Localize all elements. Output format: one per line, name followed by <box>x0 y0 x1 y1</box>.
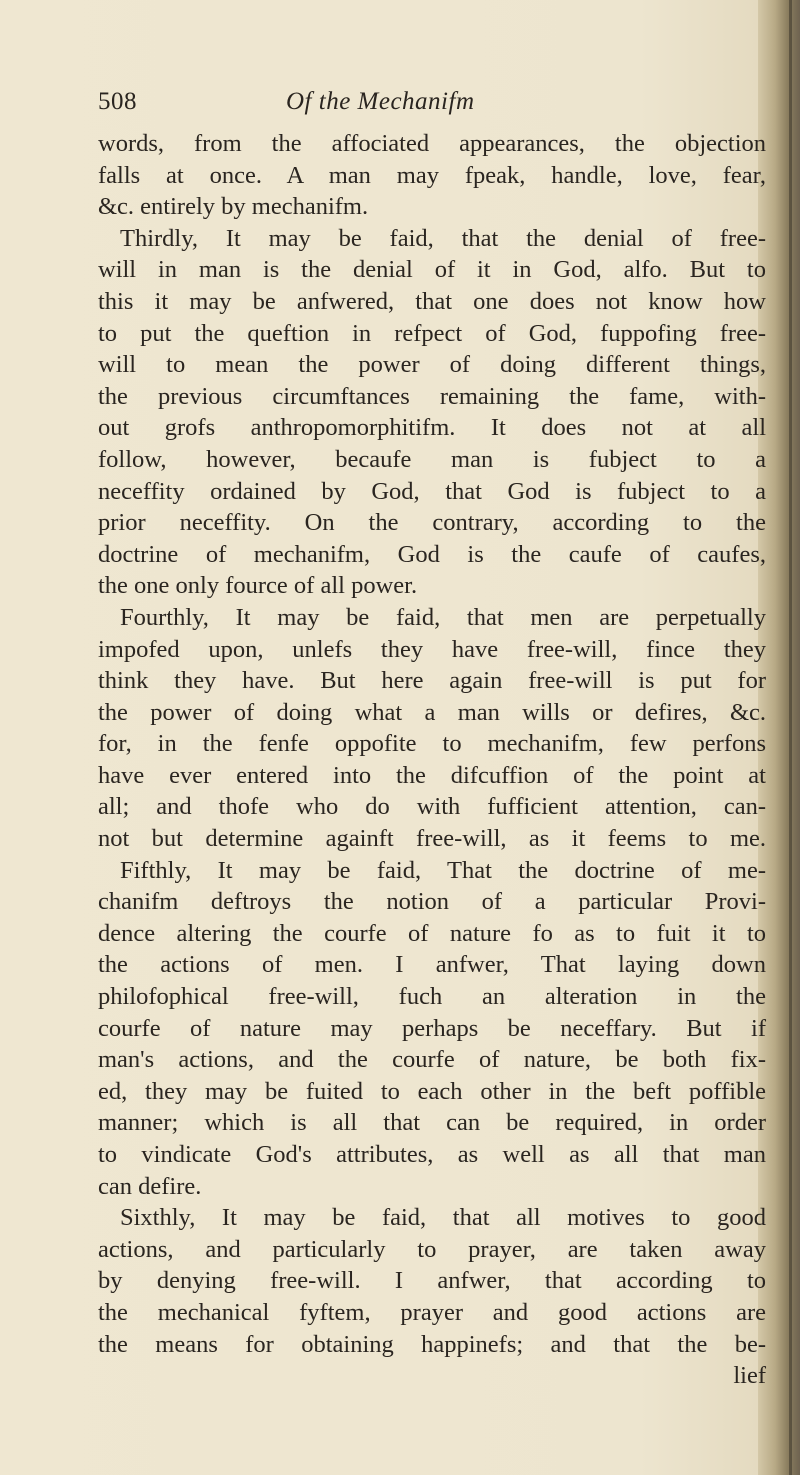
text-line: ed, they may be fuited to each other in the beft poffible <box>98 1077 766 1105</box>
text-line: prior neceffity. On the contrary, according to the <box>98 509 766 537</box>
text-line: chanifm deftroys the notion of a particular Provi- <box>98 888 766 916</box>
text-line: neceffity ordained by God, that God is fubject to a <box>98 477 766 505</box>
text-line: the one only fource of all power. <box>98 572 418 600</box>
text-line: Sixthly, It may be faid, that all motives to good <box>120 1204 766 1232</box>
text-line: to vindicate God's attributes, as well as all that man <box>98 1141 766 1168</box>
text-line: &c. entirely by mechanifm. <box>98 193 369 221</box>
text-line: courfe of nature may perhaps be neceffary. But if <box>98 1014 766 1042</box>
running-head: Of the Mechanifm <box>286 88 475 115</box>
text-line: doctrine of mechanifm, God is the caufe of caufes, <box>98 540 766 568</box>
text-line: Fourthly, It may be faid, that men are perpetually <box>120 603 766 631</box>
text-line: all; and thofe who do with fufficient attention, can- <box>98 793 766 821</box>
text-line: this it may be anfwered, that one does not know how <box>98 287 766 315</box>
text-line: falls at once. A man may fpeak, handle, love, fear, <box>98 161 766 189</box>
page-number: 508 <box>98 88 137 115</box>
text-line: for, in the fenfe oppofite to mechanifm, few perfons <box>98 730 766 758</box>
text-line: the actions of men. I anfwer, That laying down <box>98 951 766 979</box>
text-line: think they have. But here again free-will is put for <box>98 667 766 695</box>
text-line: can defire. <box>98 1172 202 1200</box>
text-line: out grofs anthropomorphitifm. It does not at all <box>98 414 766 442</box>
text-line: the previous circumftances remaining the fame, with- <box>98 382 766 410</box>
text-line: man's actions, and the courfe of nature, be both fix- <box>98 1046 766 1074</box>
text-line: to put the queftion in refpect of God, fuppofing free- <box>98 319 766 347</box>
text-line: impofed upon, unlefs they have free-will, fince they <box>98 635 766 663</box>
page-gutter-line <box>789 0 792 1475</box>
text-line: will in man is the denial of it in God, alfo. But to <box>98 256 766 284</box>
text-line: have ever entered into the difcuffion of the point at <box>98 761 766 789</box>
text-line: will to mean the power of doing different things, <box>98 351 766 379</box>
page-header <box>98 88 758 128</box>
text-line: by denying free-will. I anfwer, that according to <box>98 1267 766 1295</box>
text-line: Fifthly, It may be faid, That the doctrine of me- <box>120 856 766 884</box>
catchword: lief <box>733 1362 766 1390</box>
text-line: actions, and particularly to prayer, are taken away <box>98 1235 766 1263</box>
text-line: not but determine againft free-will, as it feems to me. <box>98 825 766 853</box>
text-line: follow, however, becaufe man is fubject to a <box>98 445 766 473</box>
text-line: manner; which is all that can be required, in order <box>98 1109 766 1137</box>
body-text <box>98 128 766 1392</box>
text-line: the means for obtaining happinefs; and that the be- <box>98 1330 766 1358</box>
text-line: dence altering the courfe of nature fo as to fuit it to <box>98 919 766 947</box>
text-line: the mechanical fyftem, prayer and good actions are <box>98 1298 766 1326</box>
text-line: the power of doing what a man wills or defires, &c. <box>98 698 766 726</box>
text-line: words, from the affociated appearances, the objection <box>98 130 766 157</box>
text-line: philofophical free-will, fuch an alteration in the <box>98 983 766 1011</box>
text-line: Thirdly, It may be faid, that the denial of free- <box>120 224 766 252</box>
